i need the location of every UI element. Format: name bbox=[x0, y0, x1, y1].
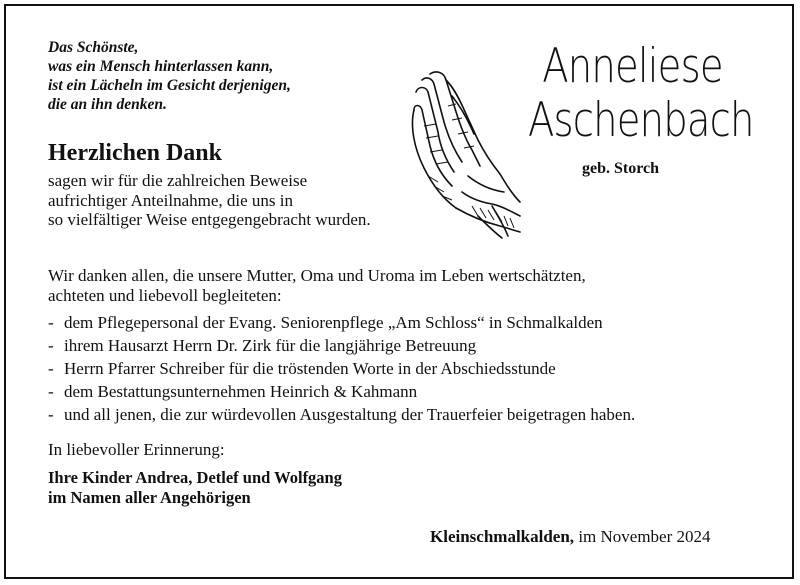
intro-line: Wir danken allen, die unsere Mutter, Oma und Uroma im Leben wertschätzten, bbox=[48, 266, 586, 285]
list-bullet: - bbox=[48, 359, 54, 378]
first-name: Anneliese bbox=[542, 39, 723, 94]
thanks-line: so vielfältiger Weise entgegengebracht wurden. bbox=[48, 210, 371, 229]
place-and-date bbox=[430, 527, 711, 547]
thanks-line: sagen wir für die zahlreichen Beweise bbox=[48, 171, 308, 190]
praying-hands-icon bbox=[408, 66, 526, 242]
list-item bbox=[48, 380, 635, 403]
list-bullet: - bbox=[48, 405, 54, 424]
remembrance-line: In liebevoller Erinnerung: bbox=[48, 440, 225, 459]
list-item-text: und all jenen, die zur würdevollen Ausgestaltung der Trauerfeier beigetragen haben. bbox=[64, 405, 636, 424]
signatory-line: im Namen aller Angehörigen bbox=[48, 488, 251, 507]
last-name: Aschenbach bbox=[527, 93, 754, 148]
signatories bbox=[48, 468, 342, 508]
list-item-text: Herrn Pfarrer Schreiber für die tröstenden Worte in der Abschiedsstunde bbox=[64, 359, 556, 378]
list-item bbox=[48, 334, 635, 357]
list-item-text: dem Pflegepersonal der Evang. Seniorenpflege „Am Schloss“ in Schmalkalden bbox=[64, 313, 603, 332]
quote-line: ist ein Lächeln im Gesicht derjenigen, bbox=[48, 77, 291, 94]
thanks-text bbox=[48, 171, 371, 230]
list-bullet: - bbox=[48, 313, 54, 332]
quote-line: Das Schönste, bbox=[48, 39, 139, 56]
birth-name: geb. Storch bbox=[582, 160, 660, 177]
thanks-heading: Herzlichen Dank bbox=[48, 140, 222, 166]
list-item bbox=[48, 311, 635, 334]
quote-line: was ein Mensch hinterlassen kann, bbox=[48, 58, 274, 75]
intro-line: achteten und liebevoll begleiteten: bbox=[48, 285, 282, 305]
gratitude-intro bbox=[48, 266, 586, 305]
memorial-quote bbox=[48, 38, 291, 114]
list-bullet: - bbox=[48, 336, 54, 355]
thanks-list bbox=[48, 311, 635, 426]
thanks-line: aufrichtiger Anteilnahme, die uns in bbox=[48, 190, 294, 210]
signatory-line: Ihre Kinder Andrea, Detlef und Wolfgang bbox=[48, 468, 342, 487]
list-item-text: dem Bestattungsunternehmen Heinrich & Kahmann bbox=[64, 382, 418, 401]
date: im November 2024 bbox=[578, 527, 711, 546]
place: Kleinschmalkalden, bbox=[430, 527, 575, 546]
quote-line: die an ihn denken. bbox=[48, 96, 167, 113]
list-item bbox=[48, 403, 635, 426]
list-bullet: - bbox=[48, 382, 54, 401]
list-item-text: ihrem Hausarzt Herrn Dr. Zirk für die langjährige Betreuung bbox=[64, 336, 477, 355]
list-item bbox=[48, 357, 635, 380]
deceased-name bbox=[527, 39, 754, 148]
